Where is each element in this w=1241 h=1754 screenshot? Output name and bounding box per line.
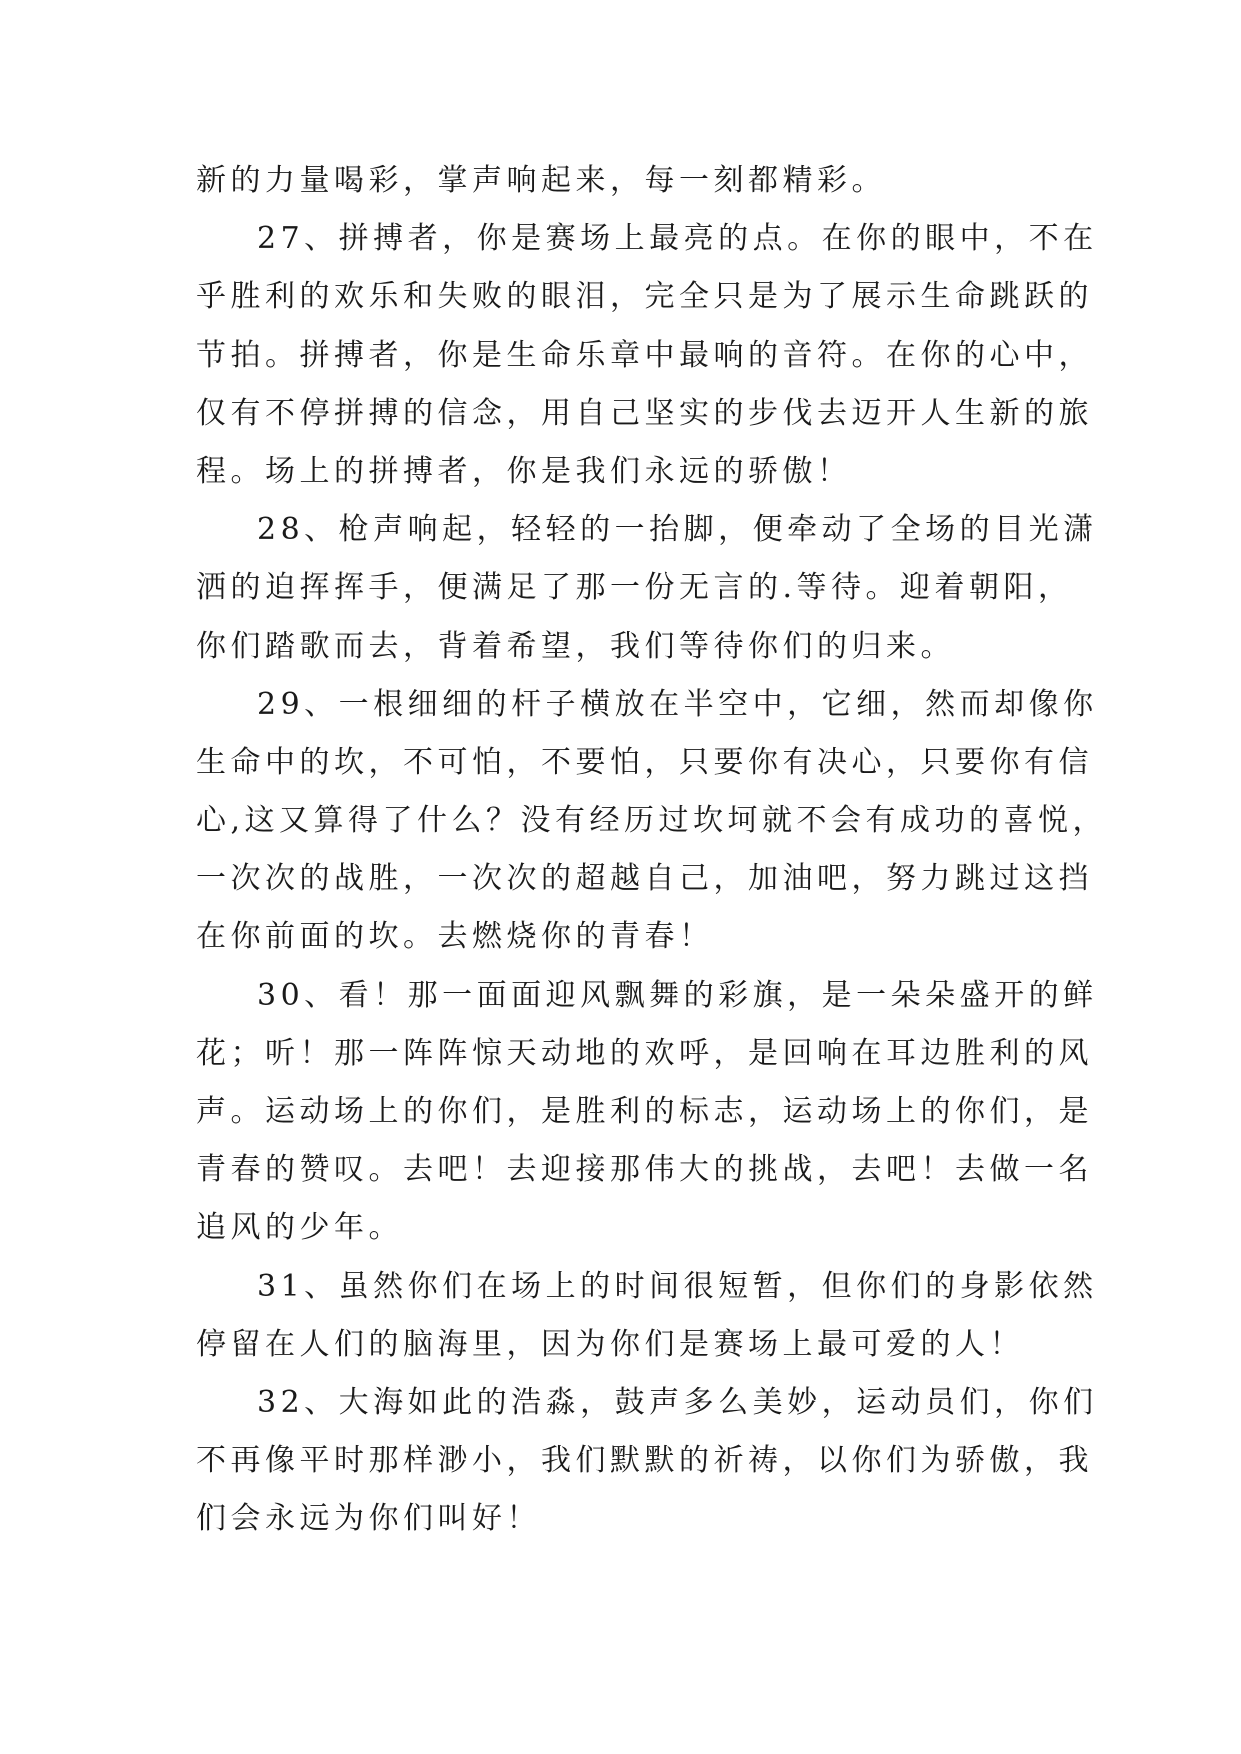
text-line: 你们踏歌而去，背着希望，我们等待你们的归来。 [196, 628, 955, 664]
text-line: 追风的少年。 [196, 1210, 403, 1246]
text-line: 32、大海如此的浩淼，鼓声多么美妙，运动员们，你们 [257, 1384, 1098, 1420]
text-line: 新的力量喝彩，掌声响起来，每一刻都精彩。 [196, 163, 886, 198]
text-line: 30、看！那一面面迎风飘舞的彩旗，是一朵朵盛开的鲜 [257, 977, 1098, 1013]
paragraph-28 [196, 501, 1098, 676]
text-line: 青春的赞叹。去吧！去迎接那伟大的挑战，去吧！去做一名 [196, 1152, 1093, 1188]
paragraph-32 [196, 1374, 1098, 1549]
text-line: 节拍。拼搏者，你是生命乐章中最响的音符。在你的心中， [196, 337, 1093, 373]
text-line: 不再像平时那样渺小，我们默默的祈祷，以你们为骄傲，我 [196, 1443, 1093, 1479]
text-line: 一次次的战胜，一次次的超越自己，加油吧，努力跳过这挡 [196, 861, 1093, 897]
text-line: 31、虽然你们在场上的时间很短暂，但你们的身影依然 [257, 1268, 1098, 1304]
text-line: 27、拼搏者，你是赛场上最亮的点。在你的眼中，不在 [257, 221, 1098, 257]
text-line: 乎胜利的欢乐和失败的眼泪，完全只是为了展示生命跳跃的 [196, 279, 1093, 315]
text-line: 28、枪声响起，轻轻的一抬脚，便牵动了全场的目光潇 [257, 512, 1098, 548]
text-line: 生命中的坎，不可怕，不要怕，只要你有决心，只要你有信 [196, 744, 1093, 780]
document-body [196, 152, 1108, 1549]
text-line: 仅有不停拼搏的信念，用自己坚实的步伐去迈开人生新的旅 [196, 395, 1093, 431]
text-line: 们会永远为你们叫好！ [196, 1501, 541, 1537]
text-line: 程。场上的拼搏者，你是我们永远的骄傲！ [196, 453, 852, 489]
text-line: 洒的迫挥挥手，便满足了那一份无言的.等待。迎着朝阳， [196, 570, 1073, 606]
paragraph-continuation [196, 152, 1066, 210]
paragraph-30 [196, 967, 1098, 1258]
text-line: 29、一根细细的杆子横放在半空中，它细，然而却像你 [257, 686, 1098, 722]
paragraph-29 [196, 676, 1108, 967]
text-line: 停留在人们的脑海里，因为你们是赛场上最可爱的人！ [196, 1326, 1024, 1362]
paragraph-27 [196, 210, 1098, 501]
text-line: 声。运动场上的你们，是胜利的标志，运动场上的你们，是 [196, 1094, 1093, 1129]
text-line: 在你前面的坎。去燃烧你的青春！ [196, 919, 714, 955]
text-line: 花；听！那一阵阵惊天动地的欢呼，是回响在耳边胜利的风 [196, 1035, 1093, 1071]
text-line: 心,这又算得了什么？没有经历过坎坷就不会有成功的喜悦， [196, 803, 1108, 839]
paragraph-31 [196, 1258, 1098, 1374]
